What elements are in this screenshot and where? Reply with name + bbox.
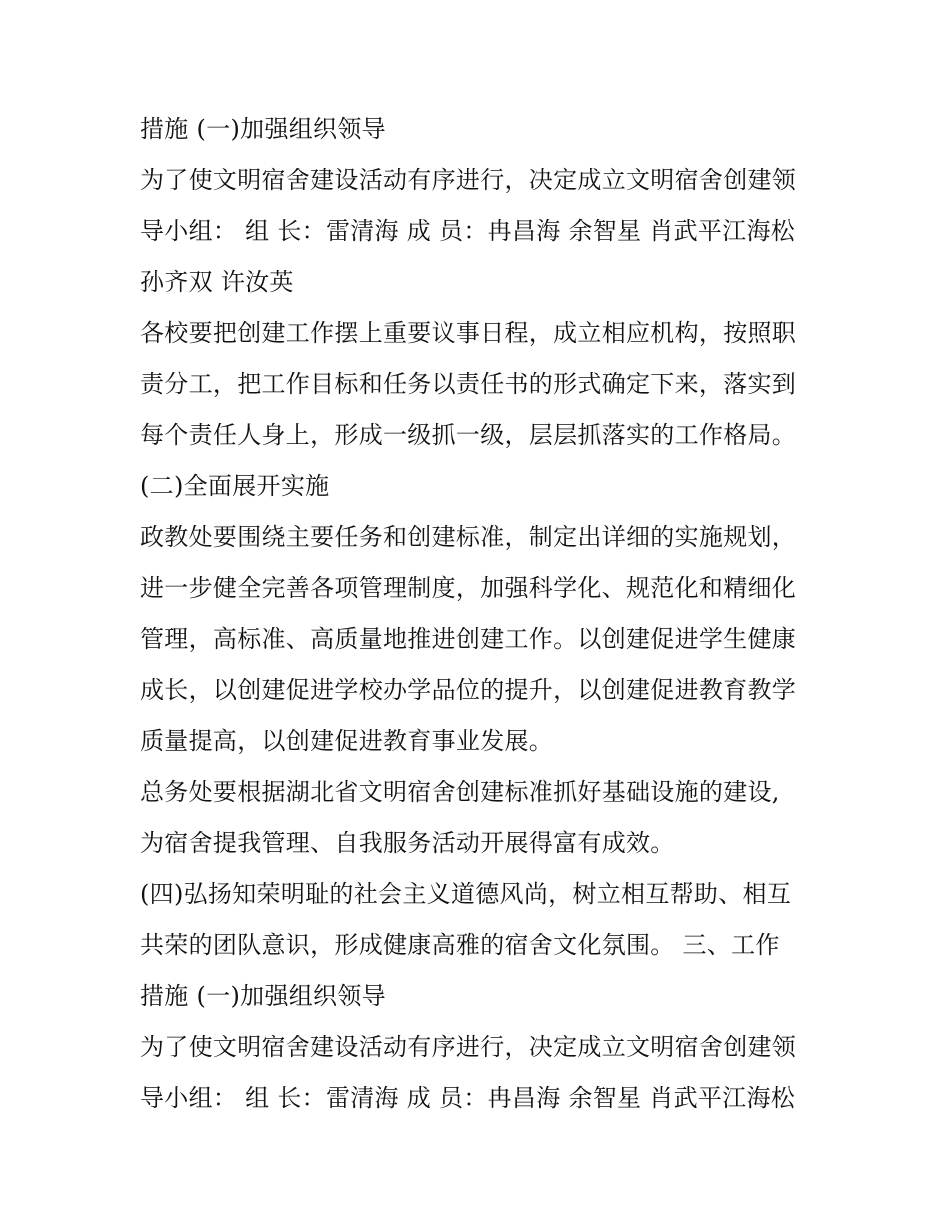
text-line-12: 成长，以创建促进学校办学品位的提升，以创建促进教育教学	[140, 676, 797, 704]
text-line-7: 每个责任人身上，形成一级抓一级，层层抓落实的工作格局。	[140, 421, 797, 449]
document-body	[140, 104, 820, 1124]
text-line-14: 总务处要根据湖北省文明宿舍创建标准抓好基础设施的建设,	[140, 778, 780, 806]
text-line-19: 为了使文明宿舍建设活动有序进行，决定成立文明宿舍创建领	[140, 1033, 797, 1061]
text-line-8: (二)全面展开实施	[140, 472, 330, 500]
text-line-15: 为宿舍提我管理、自我服务活动开展得富有成效。	[140, 829, 675, 857]
text-line-11: 管理，高标准、高质量地推进创建工作。以创建促进学生健康	[140, 625, 797, 653]
text-line-3: 导小组： 组 长：雷清海 成 员：冉昌海 余智星 肖武平江海松	[140, 217, 796, 245]
text-line-17: 共荣的团队意识，形成健康高雅的宿舍文化氛围。 三、工作	[140, 931, 780, 959]
text-line-16: (四)弘扬知荣明耻的社会主义道德风尚，树立相互帮助、相互	[140, 880, 792, 908]
text-line-18: 措施 (一)加强组织领导	[140, 982, 386, 1010]
text-line-1: 措施 (一)加强组织领导	[140, 115, 386, 143]
text-line-6: 责分工，把工作目标和任务以责任书的形式确定下来，落实到	[140, 370, 797, 398]
text-line-4: 孙齐双 许汝英	[140, 268, 294, 296]
text-line-13: 质量提高，以创建促进教育事业发展。	[140, 727, 554, 755]
text-line-20: 导小组： 组 长：雷清海 成 员：冉昌海 余智星 肖武平江海松	[140, 1084, 796, 1112]
text-line-5: 各校要把创建工作摆上重要议事日程，成立相应机构，按照职	[140, 319, 797, 347]
text-line-2: 为了使文明宿舍建设活动有序进行，决定成立文明宿舍创建领	[140, 166, 797, 194]
text-line-10: 进一步健全完善各项管理制度，加强科学化、规范化和精细化	[140, 574, 797, 602]
text-line-9: 政教处要围绕主要任务和创建标准，制定出详细的实施规划，	[140, 523, 797, 551]
